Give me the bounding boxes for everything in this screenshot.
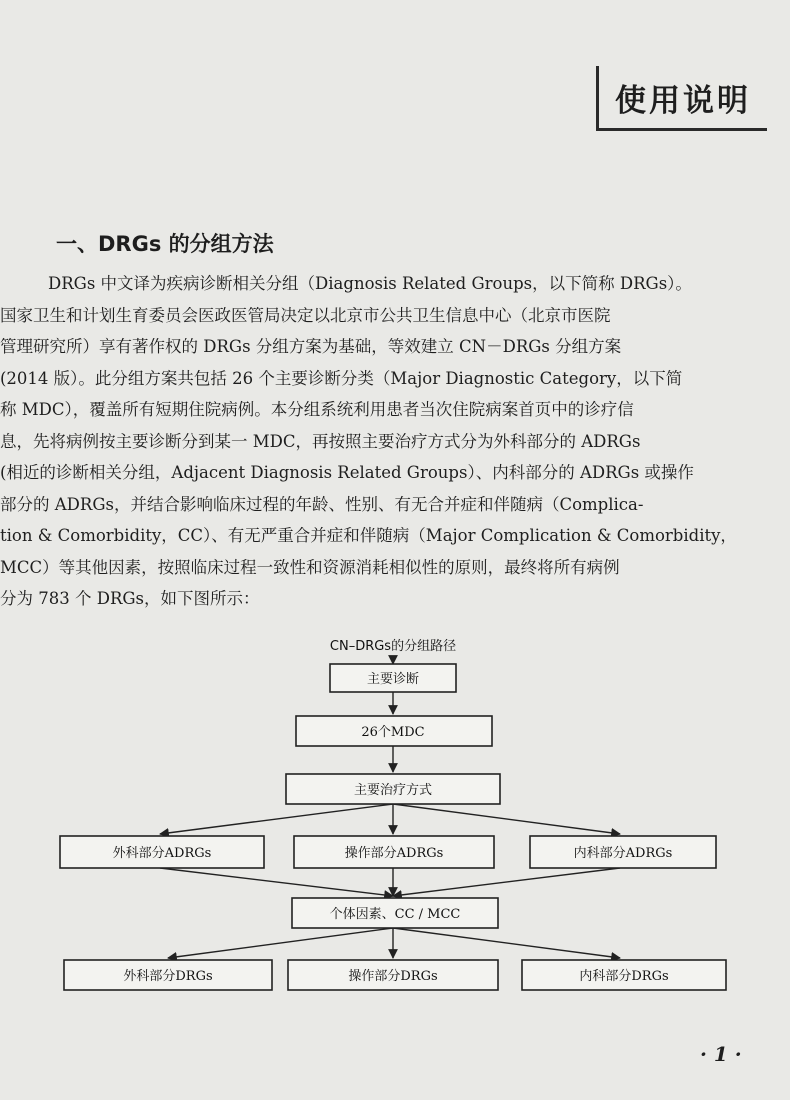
mdc-label: 26个MDC <box>361 725 425 740</box>
factors-label: 个体因素、CC / MCC <box>329 907 461 922</box>
paragraph-line: MCC）等其他因素，按照临床过程一致性和资源消耗相似性的原则，最终将所有病例 <box>0 557 620 577</box>
paragraph-line: 部分的 ADRGs，并结合影响临床过程的年龄、性别、有无合并症和伴随病（Complica- <box>0 494 644 514</box>
paragraph-line: 息，先将病例按主要诊断分到某一 MDC，再按照主要治疗方式分为外科部分的 ADRGs <box>0 431 641 451</box>
paragraph-line: 国家卫生和计划生育委员会医政医管局决定以北京市公共卫生信息中心（北京市医院 <box>0 305 611 325</box>
connector-arrow <box>160 804 393 834</box>
medical-drg-label: 内科部分DRGs <box>579 969 669 984</box>
connector-arrow <box>393 804 620 834</box>
paragraph-line: tion & Comorbidity，CC）、有无严重合并症和伴随病（Major Complication & Comorbidity， <box>0 526 737 545</box>
paragraph-line: DRGs 中文译为疾病诊断相关分组（Diagnosis Related Groups，以下简称 DRGs）。 <box>48 274 692 293</box>
intro-paragraph <box>0 268 790 615</box>
paragraph-line: 称 MDC），覆盖所有短期住院病例。本分组系统利用患者当次住院病案首页中的诊疗信 <box>0 400 634 419</box>
page-header-title: 使用说明 <box>596 66 767 131</box>
grouping-flowchart <box>0 630 790 1000</box>
surgical-drg-label: 外科部分DRGs <box>123 969 213 984</box>
medical-adrg-label: 内科部分ADRGs <box>573 846 673 861</box>
procedure-drg-label: 操作部分DRGs <box>348 969 438 984</box>
connector-arrow <box>393 868 620 896</box>
surgical-adrg-label: 外科部分ADRGs <box>112 846 212 861</box>
procedure-adrg-label: 操作部分ADRGs <box>344 846 444 861</box>
paragraph-line: (相近的诊断相关分组，Adjacent Diagnosis Related Groups）、内科部分的 ADRGs 或操作 <box>0 463 694 482</box>
main-diagnosis-label: 主要诊断 <box>366 672 420 687</box>
paragraph-line: 分为 783 个 DRGs，如下图所示： <box>0 589 260 608</box>
connector-arrow <box>393 928 620 958</box>
section-heading: 一、DRGs 的分组方法 <box>56 232 274 256</box>
flowchart-title: CN–DRGs的分组路径 <box>329 639 457 654</box>
connector-arrow <box>168 928 393 958</box>
paragraph-line: 管理研究所）享有著作权的 DRGs 分组方案为基础，等效建立 CN－DRGs 分组方案 <box>0 337 622 356</box>
connector-arrow <box>160 868 393 896</box>
paragraph-line: (2014 版）。此分组方案共包括 26 个主要诊断分类（Major Diagnostic Category，以下简 <box>0 368 683 388</box>
page-number: · 1 · <box>700 1042 742 1066</box>
treatment-label: 主要治疗方式 <box>353 783 433 798</box>
